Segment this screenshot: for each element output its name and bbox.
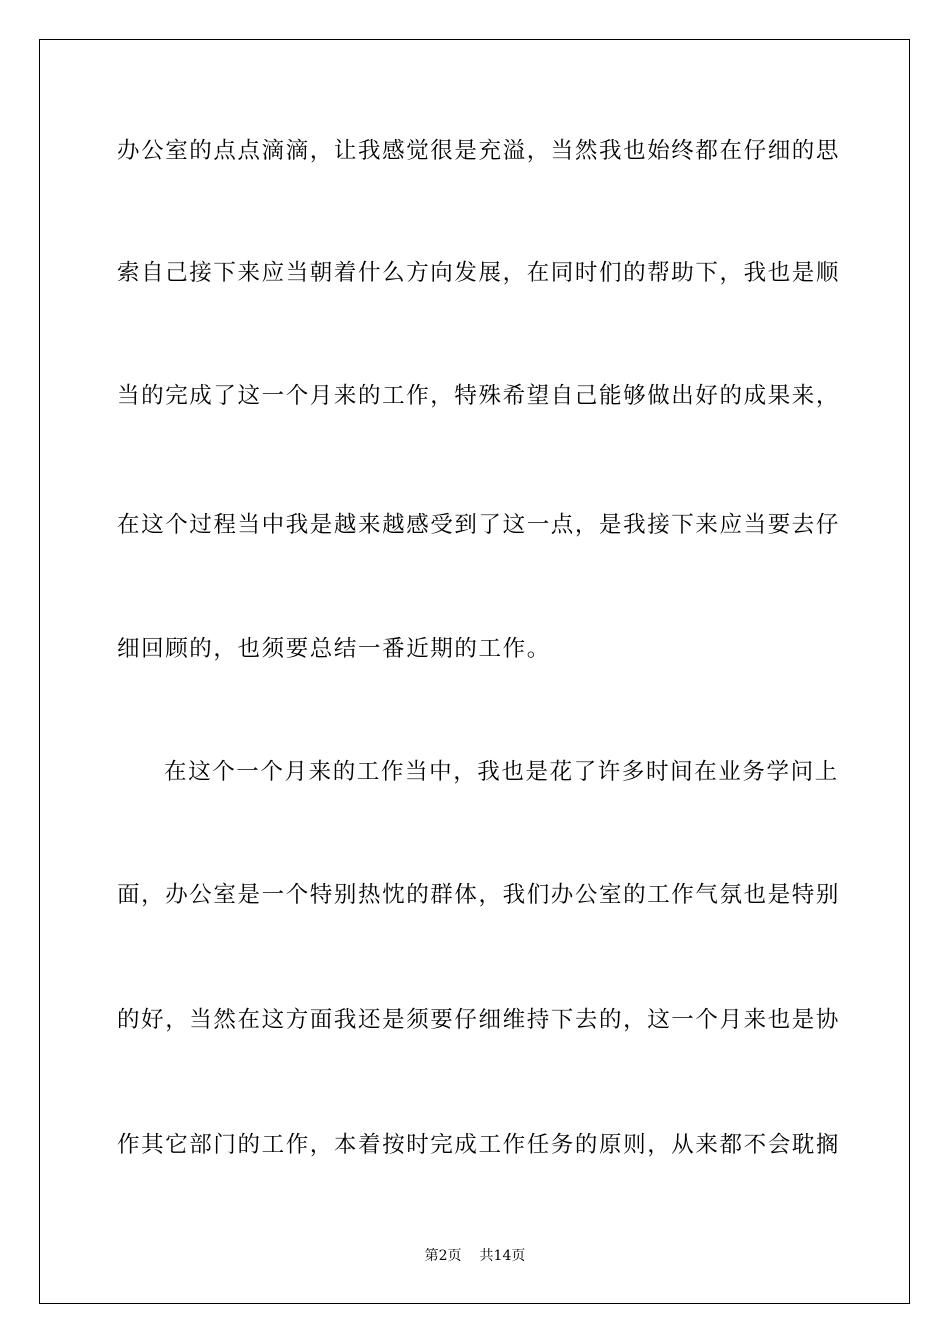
text-line-6: 在这个一个月来的工作当中，我也是花了许多时间在业务学问上	[164, 759, 839, 785]
page-total: 共14页	[479, 1248, 526, 1264]
text-line-1: 办公室的点点滴滴，让我感觉很是充溢，当然我也始终都在仔细的思	[117, 138, 841, 164]
page-number: 第2页	[424, 1248, 462, 1264]
text-line-3: 当的完成了这一个月来的工作，特殊希望自己能够做出好的成果来，	[117, 383, 841, 409]
text-line-9: 作其它部门的工作，本着按时完成工作任务的原则，从来都不会耽搁	[117, 1132, 841, 1158]
text-line-2: 索自己接下来应当朝着什么方向发展，在同时们的帮助下，我也是顺	[117, 260, 841, 286]
text-line-7: 面，办公室是一个特别热忱的群体，我们办公室的工作气氛也是特别	[117, 882, 841, 908]
page-border	[39, 39, 910, 1304]
text-line-8: 的好，当然在这方面我还是须要仔细维持下去的，这一个月来也是协	[117, 1007, 841, 1033]
text-line-5: 细回顾的，也须要总结一番近期的工作。	[117, 636, 551, 662]
page-footer	[0, 1246, 950, 1266]
text-line-4: 在这个过程当中我是越来越感受到了这一点，是我接下来应当要去仔	[117, 512, 841, 538]
